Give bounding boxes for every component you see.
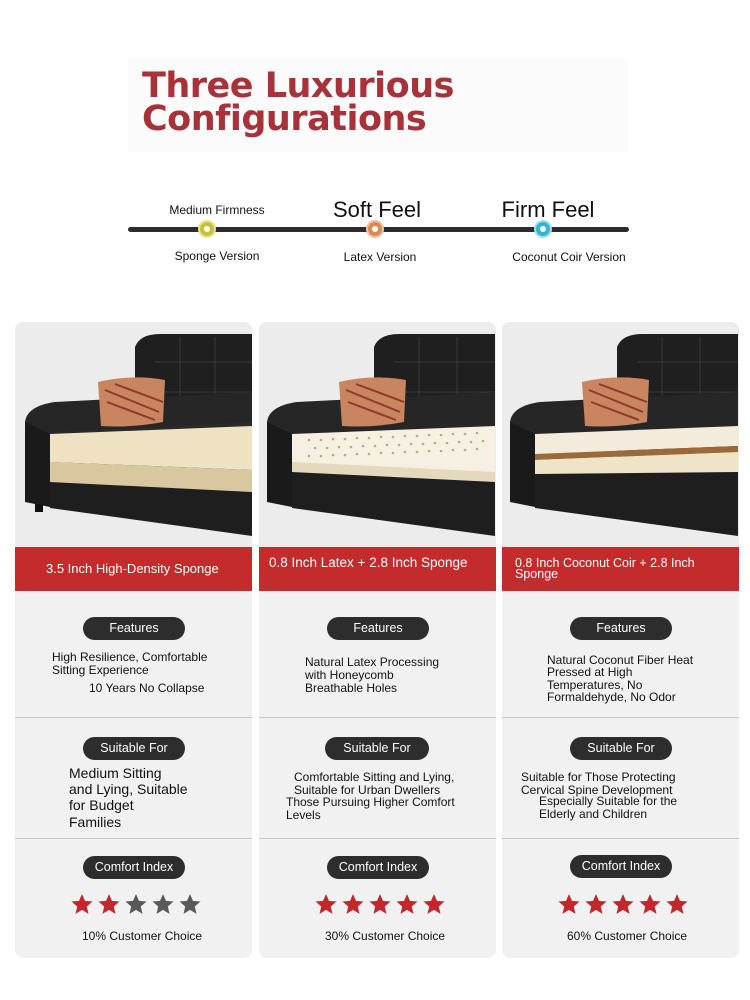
scale-label-firm: Firm Feel [501,197,595,222]
suitable-badge: Suitable For [570,737,672,760]
spec-band [502,547,739,591]
divider [502,717,739,718]
scale-label-medium: Medium Firmness [169,203,265,217]
coir-marker-icon [536,222,550,236]
suitable-line: Those Pursuing Higher Comfort [286,795,455,809]
star-filled-icon [638,893,662,915]
sofa-image [259,322,496,547]
feature-line: Natural Latex Processing [305,655,440,669]
star-filled-icon [665,893,689,915]
version-label-latex: Latex Version [343,250,417,264]
version-label-coir: Coconut Coir Version [512,250,626,264]
customer-choice: 30% Customer Choice [325,929,446,943]
suitable-line: and Lying, Suitable [69,781,188,797]
star-filled-icon [368,893,392,915]
sofa-image [502,322,739,547]
star-filled-icon [395,893,419,915]
star-filled-icon [584,893,608,915]
divider [15,838,252,839]
comfort-badge: Comfort Index [327,856,429,879]
suitable-line: Suitable for Those Protecting [521,770,676,784]
feature-line: Temperatures, No [547,678,643,692]
star-filled-icon [557,893,581,915]
title-line-2: Configurations [142,99,427,139]
feature-line: Sitting Experience [52,663,149,677]
star-filled-icon [611,893,635,915]
title-line-1: Three Luxurious [142,66,454,106]
spec-band [259,547,496,591]
feature-line: Pressed at High [547,665,633,679]
divider [259,717,496,718]
divider [259,838,496,839]
rating-stars [70,893,202,915]
page-title [142,66,454,139]
sponge-marker-icon [200,222,214,236]
latex-marker-icon [368,222,382,236]
suitable-line: Medium Sitting [69,765,162,781]
suitable-badge: Suitable For [325,737,429,760]
spec-text: 0.8 Inch Latex + 2.8 Inch Sponge [269,555,468,570]
customer-choice: 10% Customer Choice [82,929,203,943]
divider [502,838,739,839]
star-empty-icon [124,893,148,915]
suitable-badge: Suitable For [83,737,185,760]
star-filled-icon [314,893,338,915]
rating-stars [314,893,446,915]
comfort-badge: Comfort Index [83,856,185,879]
suitable-line: Families [69,814,122,830]
divider [15,717,252,718]
config-card-sponge[interactable] [15,322,252,958]
feature-line: High Resilience, Comfortable [52,650,208,664]
feature-line: 10 Years No Collapse [89,681,205,695]
version-label-sponge: Sponge Version [174,249,260,263]
star-filled-icon [422,893,446,915]
feature-line: Formaldehyde, No Odor [547,690,676,704]
star-empty-icon [151,893,175,915]
spec-text: 3.5 Inch High-Density Sponge [46,561,219,576]
star-filled-icon [341,893,365,915]
feature-line: with Honeycomb [305,668,394,682]
comfort-badge: Comfort Index [570,855,672,878]
spec-band [15,547,252,591]
feature-line: Breathable Holes [305,681,398,695]
suitable-line: Cervical Spine Development [521,783,673,797]
suitable-line: Levels [286,808,321,822]
features-badge: Features [327,617,429,640]
spec-text: 0.8 Inch Coconut Coir + 2.8 Inch Sponge [515,556,695,581]
title-panel [128,58,628,152]
star-filled-icon [70,893,94,915]
customer-choice: 60% Customer Choice [567,929,688,943]
suitable-line: for Budget [69,797,134,813]
scale-label-soft: Soft Feel [332,197,422,222]
config-card-coir[interactable] [502,322,739,958]
star-empty-icon [178,893,202,915]
rating-stars [557,893,689,915]
firmness-scale [128,190,630,270]
features-badge: Features [570,617,672,640]
star-filled-icon [97,893,121,915]
config-card-latex[interactable] [259,322,496,958]
feature-line: Natural Coconut Fiber Heat [547,653,694,667]
suitable-line: Especially Suitable for the [539,794,678,808]
features-badge: Features [83,617,185,640]
sofa-image [15,322,252,547]
suitable-line: Comfortable Sitting and Lying, [294,770,455,784]
suitable-line: Suitable for Urban Dwellers [294,783,441,797]
suitable-line: Elderly and Children [539,807,648,821]
